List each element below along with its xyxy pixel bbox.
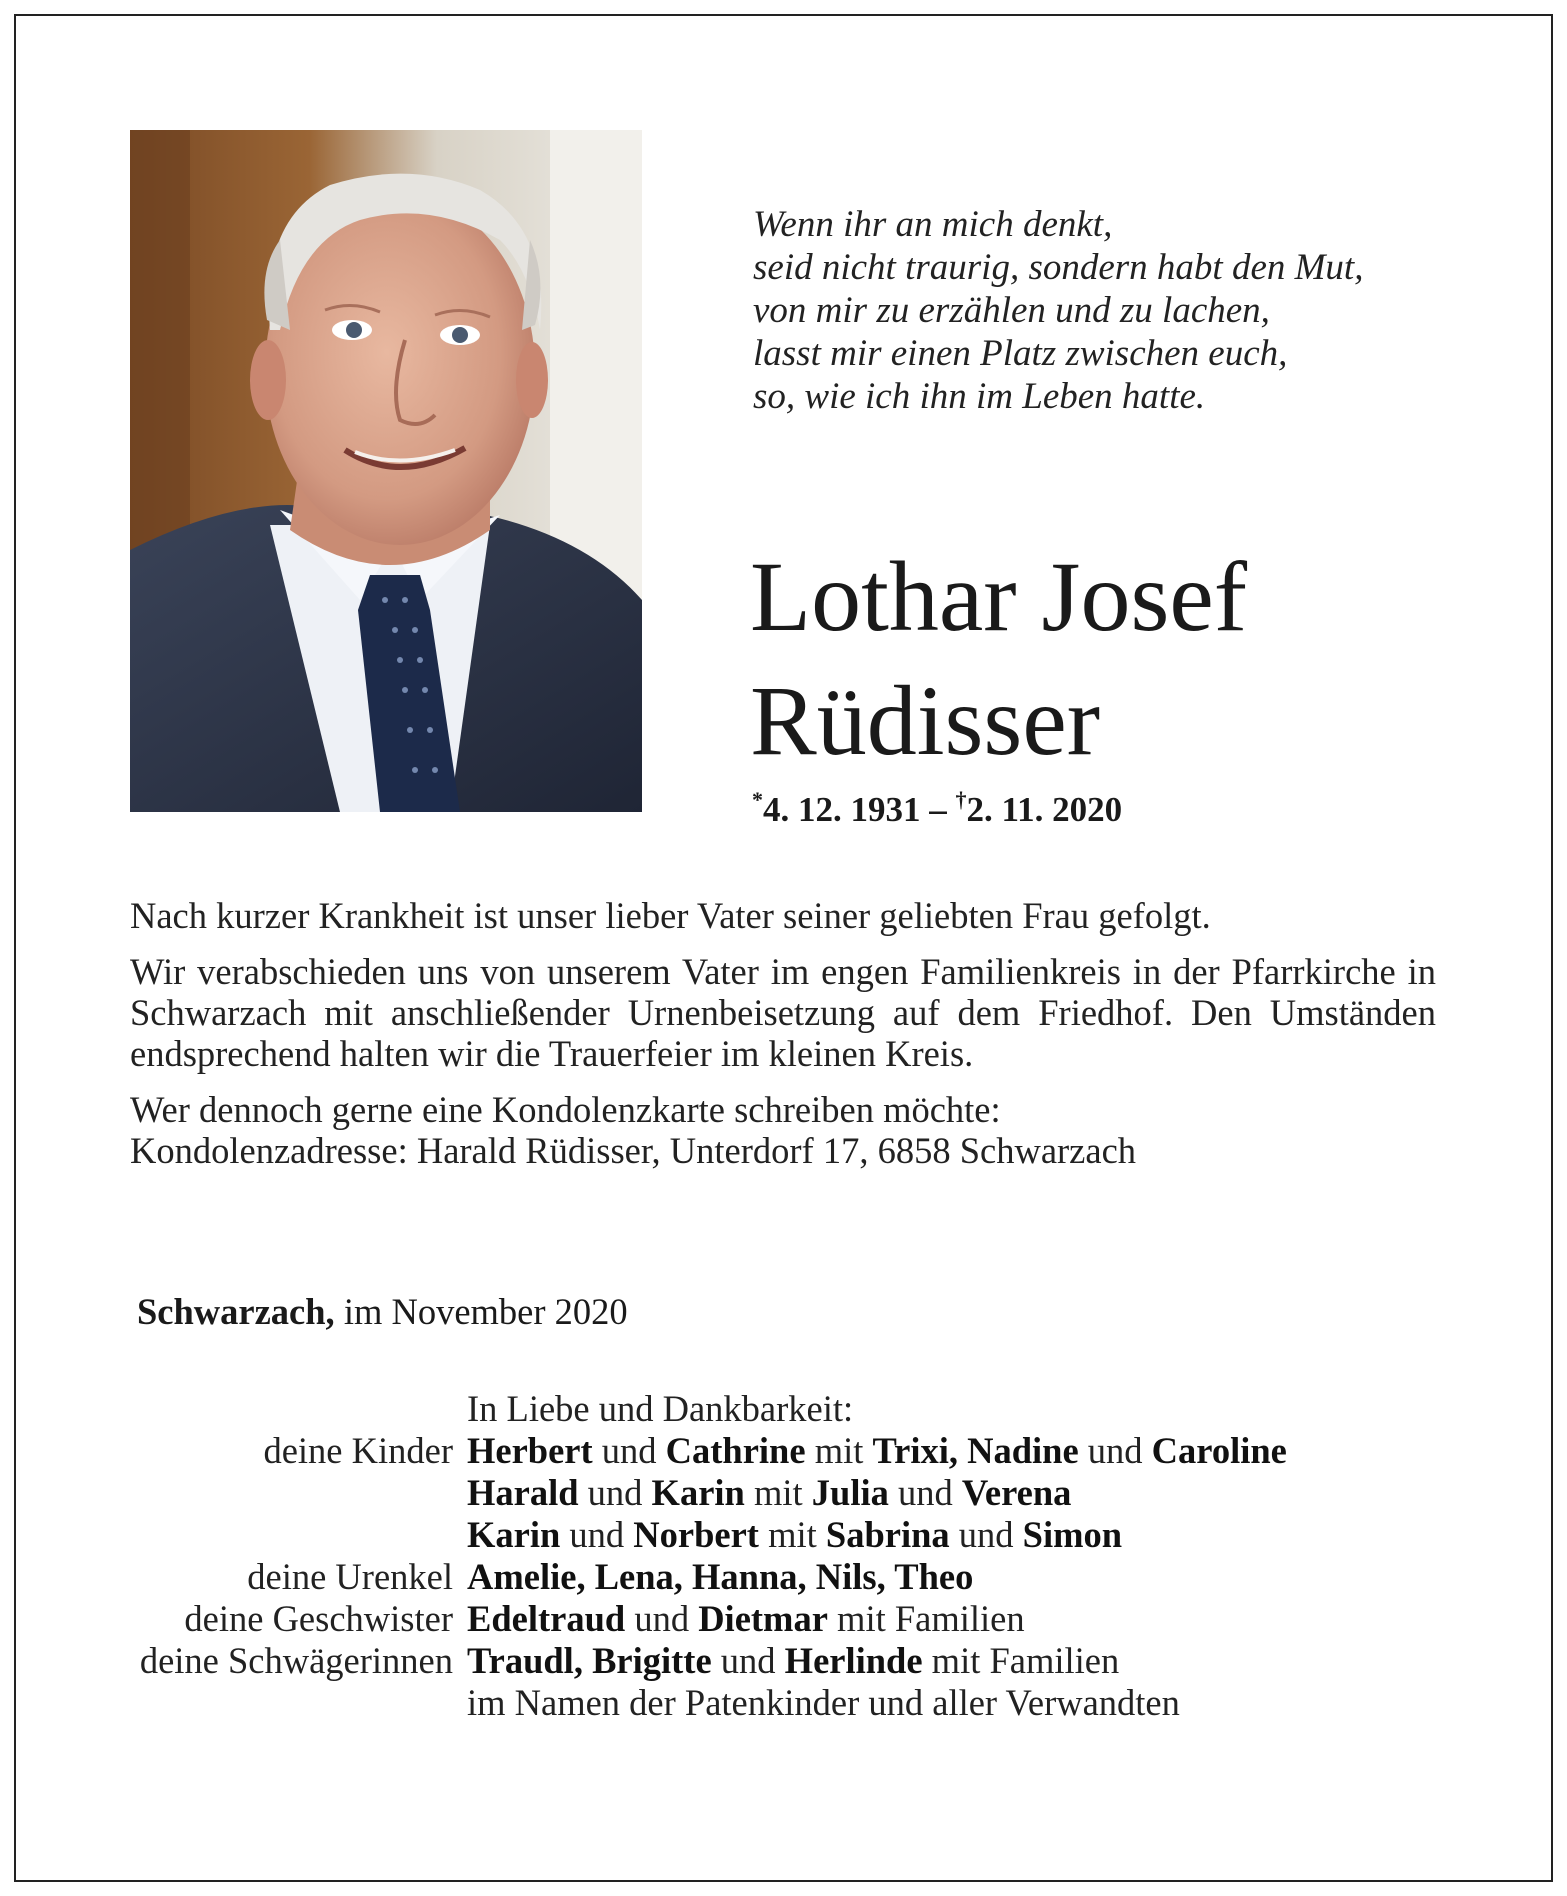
- family-connector: und: [560, 1514, 634, 1555]
- family-names: [467, 1556, 1500, 1598]
- family-names: [467, 1682, 1500, 1724]
- name-line-2: Rüdisser: [750, 665, 1100, 776]
- family-member-name: Traudl, Brigitte: [467, 1640, 712, 1681]
- name-line-1: Lothar Josef: [750, 541, 1248, 652]
- family-row: [80, 1430, 1500, 1472]
- family-row: [80, 1682, 1500, 1724]
- poem: [753, 203, 1453, 418]
- family-connector: und: [711, 1640, 785, 1681]
- family-member-name: Edeltraud: [467, 1598, 626, 1639]
- family-row: [80, 1514, 1500, 1556]
- family-connector: und: [949, 1514, 1023, 1555]
- family-connector: mit Familien: [922, 1640, 1120, 1681]
- portrait-photo: [130, 130, 642, 812]
- family-member-name: Norbert: [633, 1514, 759, 1555]
- family-member-name: Sabrina: [825, 1514, 950, 1555]
- family-member-name: Harald: [467, 1472, 579, 1513]
- family-relation: [80, 1472, 467, 1514]
- paragraph-2: Wir verabschieden uns von unserem Vater im engen Familienkreis in der Pfarrkirche in Schwarzach mit anschließender Urnenbeisetzung auf dem Friedhof. Den Umständen endsprechend halten wir die Trauerfeier im kleinen Kreis.: [130, 951, 1436, 1074]
- family-relation: [80, 1682, 467, 1724]
- family-names: [467, 1472, 1500, 1514]
- family-connector: mit: [805, 1430, 873, 1471]
- family-connector: und: [592, 1430, 666, 1471]
- birth-date: 4. 12. 1931: [763, 790, 921, 829]
- family-member-name: Caroline: [1151, 1430, 1287, 1471]
- family-connector: und: [1078, 1430, 1152, 1471]
- family-member-name: Karin: [651, 1472, 745, 1513]
- obituary-text: [130, 895, 1436, 1186]
- paragraph-3: [130, 1089, 1436, 1171]
- birth-star-icon: *: [752, 787, 763, 812]
- family-member-name: Amelie, Lena, Hanna, Nils, Theo: [467, 1556, 974, 1597]
- family-list: [80, 1388, 1500, 1724]
- deceased-name: [750, 535, 1247, 783]
- family-member-name: Dietmar: [698, 1598, 828, 1639]
- family-member-name: Herbert: [467, 1430, 593, 1471]
- family-connector: im Namen der Patenkinder und aller Verwandten: [467, 1682, 1180, 1723]
- family-relation: deine Geschwister: [184, 1598, 453, 1639]
- family-member-name: Trixi, Nadine: [872, 1430, 1079, 1471]
- paragraph-3-line-1: Wer dennoch gerne eine Kondolenzkarte schreiben möchte:: [130, 1089, 1001, 1130]
- family-names: [467, 1640, 1500, 1682]
- death-cross-icon: †: [955, 787, 967, 812]
- family-member-name: Verena: [961, 1472, 1072, 1513]
- family-member-name: Julia: [811, 1472, 889, 1513]
- family-member-name: Cathrine: [665, 1430, 806, 1471]
- place-date: [137, 1290, 628, 1333]
- family-intro: In Liebe und Dankbarkeit:: [467, 1388, 854, 1429]
- paragraph-1: Nach kurzer Krankheit ist unser lieber Vater seiner geliebten Frau gefolgt.: [130, 895, 1211, 936]
- family-names: [467, 1514, 1500, 1556]
- family-names: [467, 1430, 1500, 1472]
- family-row: [80, 1556, 1500, 1598]
- family-connector: mit: [758, 1514, 826, 1555]
- family-member-name: Herlinde: [784, 1640, 923, 1681]
- condolence-address: Kondolenzadresse: Harald Rüdisser, Unterdorf 17, 6858 Schwarzach: [130, 1130, 1137, 1171]
- poem-line: Wenn ihr an mich denkt,: [753, 204, 1113, 245]
- family-connector: und: [888, 1472, 962, 1513]
- family-relation: deine Kinder: [263, 1430, 453, 1471]
- family-row: [80, 1640, 1500, 1682]
- place-month: im November 2020: [334, 1291, 628, 1332]
- poem-line: seid nicht traurig, sondern habt den Mut,: [753, 247, 1364, 288]
- life-dates: [752, 778, 1122, 832]
- family-names: [467, 1598, 1500, 1640]
- family-connector: und: [625, 1598, 699, 1639]
- poem-line: lasst mir einen Platz zwischen euch,: [753, 333, 1288, 374]
- family-connector: und: [578, 1472, 652, 1513]
- family-connector: mit: [744, 1472, 812, 1513]
- place-town: Schwarzach,: [137, 1291, 335, 1332]
- family-relation: deine Schwägerinnen: [139, 1640, 453, 1681]
- family-connector: mit Familien: [827, 1598, 1025, 1639]
- date-separator: –: [920, 790, 956, 829]
- poem-line: von mir zu erzählen und zu lachen,: [753, 290, 1270, 331]
- family-row: [80, 1598, 1500, 1640]
- death-date: 2. 11. 2020: [966, 790, 1123, 829]
- poem-line: so, wie ich ihn im Leben hatte.: [753, 376, 1206, 417]
- family-intro-row: [80, 1388, 1500, 1430]
- family-member-name: Karin: [467, 1514, 561, 1555]
- family-relation: deine Urenkel: [247, 1556, 453, 1597]
- family-member-name: Simon: [1022, 1514, 1123, 1555]
- family-relation: [80, 1514, 467, 1556]
- family-row: [80, 1472, 1500, 1514]
